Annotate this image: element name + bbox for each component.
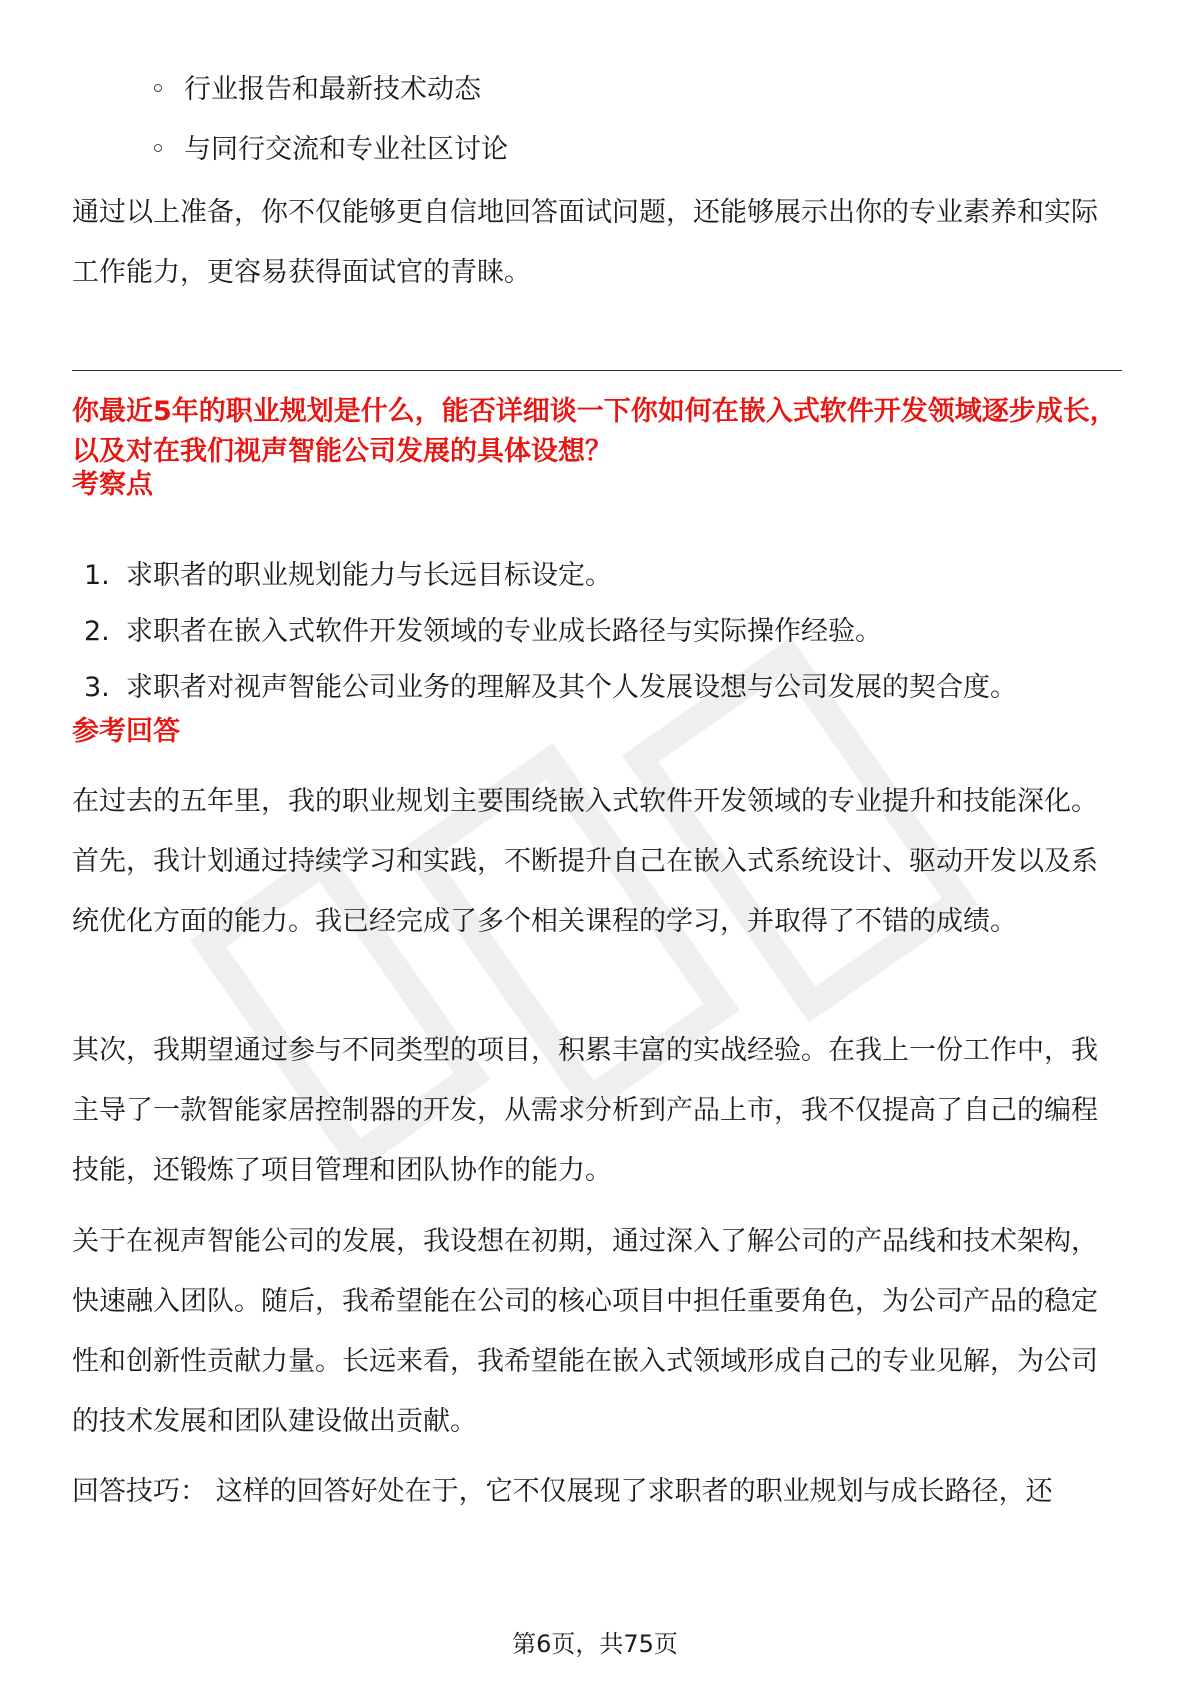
- list-item: ◦ 与同行交流和专业社区讨论: [150, 134, 508, 165]
- key-points-list: [84, 548, 1017, 716]
- list-item: 3. 求职者对视声智能公司业务的理解及其个人发展设想与公司发展的契合度。: [84, 672, 1017, 703]
- answer-heading: 参考回答: [72, 716, 180, 747]
- answer-paragraph: 关于在视声智能公司的发展，我设想在初期，通过深入了解公司的产品线和技术架构，快速融入团队。随后，我希望能在公司的核心项目中担任重要角色，为公司产品的稳定性和创新性贡献力量。长远来看，我希望能在嵌入式领域形成自己的专业见解，为公司的技术发展和团队建设做出贡献。: [72, 1226, 1098, 1437]
- resource-bullet-list: [150, 60, 508, 180]
- question-heading: 你最近5年的职业规划是什么，能否详细谈一下你如何在嵌入式软件开发领域逐步成长，以及对在我们视声智能公司发展的具体设想？: [72, 396, 1117, 467]
- closing-paragraph: 通过以上准备，你不仅能够更自信地回答面试问题，还能够展示出你的专业素养和实际工作能力，更容易获得面试官的青睐。: [72, 197, 1098, 288]
- list-item: 2. 求职者在嵌入式软件开发领域的专业成长路径与实际操作经验。: [84, 616, 882, 647]
- answer-paragraph: 在过去的五年里，我的职业规划主要围绕嵌入式软件开发领域的专业提升和技能深化。首先，我计划通过持续学习和实践，不断提升自己在嵌入式系统设计、驱动开发以及系统优化方面的能力。我已经完成了多个相关课程的学习，并取得了不错的成绩。: [72, 786, 1098, 937]
- list-item: ◦ 行业报告和最新技术动态: [150, 74, 481, 105]
- section-divider: [72, 370, 1122, 371]
- answer-paragraph: 其次，我期望通过参与不同类型的项目，积累丰富的实战经验。在我上一份工作中，我主导了一款智能家居控制器的开发，从需求分析到产品上市，我不仅提高了自己的编程技能，还锻炼了项目管理和团队协作的能力。: [72, 1035, 1098, 1186]
- list-item: 1. 求职者的职业规划能力与长远目标设定。: [84, 560, 612, 591]
- key-points-heading: 考察点: [72, 469, 153, 500]
- tips-paragraph: 回答技巧： 这样的回答好处在于，它不仅展现了求职者的职业规划与成长路径，还: [72, 1476, 1053, 1507]
- page-number: 第6页，共75页: [512, 1630, 678, 1658]
